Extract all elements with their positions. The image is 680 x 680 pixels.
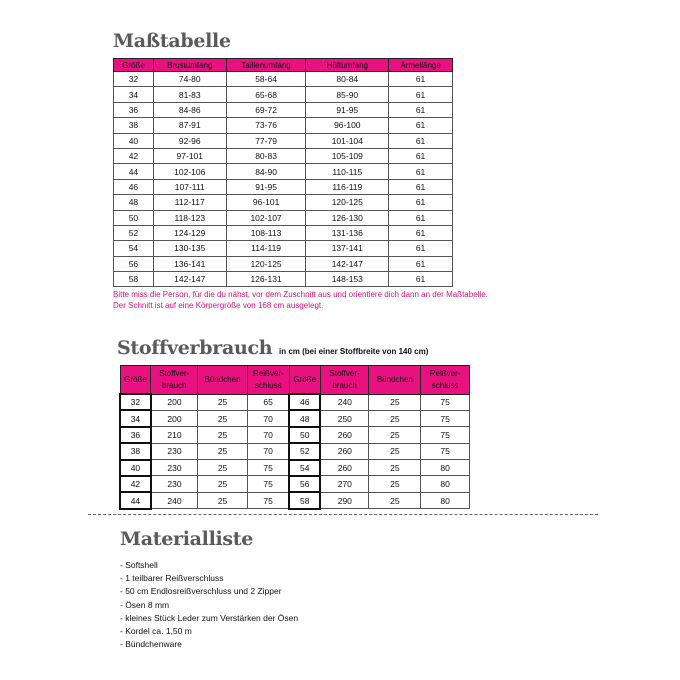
table-row	[114, 241, 453, 256]
table-cell: 25	[198, 460, 248, 476]
table-cell: 42	[114, 148, 154, 163]
size-cell: 50	[289, 427, 320, 443]
table-cell: 25	[369, 394, 421, 410]
size-table-header: Ärmellänge	[389, 59, 453, 72]
fabric-table-header-line: Reißver-	[429, 368, 461, 378]
material-list-title: Materialliste	[120, 528, 254, 550]
fabric-table-header-line: Größe	[293, 374, 317, 384]
fabric-table-header	[198, 366, 248, 395]
fabric-table-header-line: brauch	[162, 380, 187, 390]
table-cell: 25	[369, 460, 421, 476]
list-item: - 50 cm Endlosreißverschluss und 2 Zipper	[120, 586, 282, 597]
list-item: - Bündchenware	[120, 639, 182, 650]
table-cell: 25	[369, 427, 421, 443]
table-cell: 126-131	[226, 272, 306, 287]
size-cell: 58	[289, 492, 320, 508]
table-cell: 126-130	[306, 210, 389, 225]
size-cell: 46	[289, 394, 320, 410]
table-cell: 230	[151, 443, 198, 459]
section-divider	[88, 514, 598, 515]
table-cell: 65-68	[226, 87, 306, 102]
table-cell: 80-84	[306, 72, 389, 87]
table-row	[114, 133, 453, 148]
fabric-table-header-line: Größe	[124, 374, 147, 384]
table-cell: 80	[421, 460, 470, 476]
table-cell: 69-72	[226, 102, 306, 117]
size-cell: 38	[120, 443, 151, 459]
table-cell: 107-111	[153, 179, 226, 194]
table-cell: 108-113	[226, 225, 306, 240]
table-cell: 290	[320, 492, 369, 508]
table-cell: 120-125	[226, 256, 306, 271]
table-cell: 58-64	[226, 72, 306, 87]
table-cell: 61	[389, 272, 453, 287]
fabric-table-header	[289, 366, 320, 395]
table-row	[114, 195, 453, 210]
table-cell: 61	[389, 87, 453, 102]
table-cell: 70	[247, 410, 289, 426]
table-cell: 105-109	[306, 148, 389, 163]
size-cell: 54	[289, 460, 320, 476]
table-cell: 61	[389, 210, 453, 225]
table-row	[120, 460, 470, 476]
table-cell: 75	[247, 476, 289, 492]
table-cell: 136-141	[153, 256, 226, 271]
size-cell: 32	[120, 394, 151, 410]
size-cell: 48	[289, 410, 320, 426]
list-item: - kleines Stück Leder zum Verstärken der Ösen	[120, 612, 299, 623]
table-cell: 44	[114, 164, 154, 179]
fabric-table-header-line: Stoffver-	[329, 368, 360, 378]
size-cell: 56	[289, 476, 320, 492]
table-cell: 87-91	[153, 118, 226, 133]
table-cell: 25	[369, 443, 421, 459]
table-cell: 240	[320, 394, 369, 410]
table-cell: 25	[369, 492, 421, 508]
table-cell: 70	[247, 443, 289, 459]
table-row	[114, 87, 453, 102]
table-cell: 75	[421, 427, 470, 443]
size-table-header: Brustumfang	[153, 59, 226, 72]
fabric-table	[119, 365, 470, 510]
fabric-table-header-row	[120, 366, 470, 395]
table-cell: 96-101	[226, 195, 306, 210]
table-cell: 61	[389, 133, 453, 148]
fabric-table-header	[120, 366, 151, 395]
table-cell: 200	[151, 394, 198, 410]
table-cell: 25	[198, 394, 248, 410]
table-cell: 102-107	[226, 210, 306, 225]
table-row	[114, 210, 453, 225]
table-row	[114, 225, 453, 240]
size-cell: 34	[120, 410, 151, 426]
table-cell: 230	[151, 476, 198, 492]
table-cell: 112-117	[153, 195, 226, 210]
fabric-table-header-line: brauch	[332, 380, 357, 390]
size-cell: 40	[120, 460, 151, 476]
table-row	[120, 492, 470, 508]
table-cell: 84-90	[226, 164, 306, 179]
table-cell: 25	[198, 427, 248, 443]
table-cell: 61	[389, 148, 453, 163]
fabric-table-header-line: schluss	[255, 380, 282, 390]
table-row	[114, 118, 453, 133]
fabric-table-header	[320, 366, 369, 395]
table-cell: 61	[389, 72, 453, 87]
table-row	[120, 443, 470, 459]
fabric-table-header-line: Bündchen	[204, 374, 241, 384]
size-table-title: Maßtabelle	[113, 30, 231, 52]
size-cell: 36	[120, 427, 151, 443]
table-cell: 230	[151, 460, 198, 476]
size-table-header: Hüftumfang	[306, 59, 389, 72]
table-cell: 260	[320, 427, 369, 443]
table-cell: 130-135	[153, 241, 226, 256]
size-table-header-row	[114, 59, 453, 72]
table-cell: 240	[151, 492, 198, 508]
table-cell: 61	[389, 195, 453, 210]
table-cell: 101-104	[306, 133, 389, 148]
table-cell: 80-83	[226, 148, 306, 163]
table-cell: 65	[247, 394, 289, 410]
table-row	[114, 164, 453, 179]
table-row	[114, 72, 453, 87]
table-row	[120, 427, 470, 443]
table-cell: 110-115	[306, 164, 389, 179]
table-cell: 270	[320, 476, 369, 492]
table-cell: 114-119	[226, 241, 306, 256]
table-row	[120, 476, 470, 492]
size-cell: 52	[289, 443, 320, 459]
table-cell: 75	[247, 460, 289, 476]
table-cell: 25	[198, 476, 248, 492]
table-cell: 52	[114, 225, 154, 240]
table-cell: 32	[114, 72, 154, 87]
table-cell: 75	[421, 443, 470, 459]
table-cell: 96-100	[306, 118, 389, 133]
table-cell: 118-123	[153, 210, 226, 225]
table-cell: 46	[114, 179, 154, 194]
table-cell: 73-76	[226, 118, 306, 133]
table-row	[114, 102, 453, 117]
table-cell: 80	[421, 476, 470, 492]
measure-note: Bitte miss die Person, für die du nähst, vor dem Zuschnitt aus und orientiere dich dann an der Maßtabelle.	[113, 290, 488, 299]
table-cell: 84-86	[153, 102, 226, 117]
table-cell: 75	[421, 394, 470, 410]
table-cell: 25	[369, 410, 421, 426]
table-cell: 50	[114, 210, 154, 225]
table-cell: 142-147	[153, 272, 226, 287]
fabric-table-title: Stoffverbrauch	[117, 337, 273, 359]
table-cell: 260	[320, 460, 369, 476]
table-row	[114, 256, 453, 271]
table-cell: 36	[114, 102, 154, 117]
fabric-table-header-line: schluss	[431, 380, 459, 390]
fabric-table-subtitle: in cm (bei einer Stoffbreite von 140 cm)	[279, 347, 429, 356]
table-cell: 58	[114, 272, 154, 287]
table-cell: 92-96	[153, 133, 226, 148]
table-cell: 75	[421, 410, 470, 426]
fabric-table-header	[151, 366, 198, 395]
table-cell: 34	[114, 87, 154, 102]
fabric-table-header-line: Stoffver-	[159, 368, 190, 378]
table-cell: 131-136	[306, 225, 389, 240]
table-cell: 48	[114, 195, 154, 210]
table-cell: 116-119	[306, 179, 389, 194]
table-cell: 85-90	[306, 87, 389, 102]
table-cell: 25	[198, 443, 248, 459]
fabric-table-header	[369, 366, 421, 395]
table-cell: 124-129	[153, 225, 226, 240]
table-cell: 61	[389, 241, 453, 256]
table-row	[114, 148, 453, 163]
list-item: - Ösen 8 mm	[120, 599, 170, 610]
list-item: - 1 teilbarer Reißverschluss	[120, 573, 224, 584]
table-cell: 80	[421, 492, 470, 508]
list-item: - Kordel ca. 1,50 m	[120, 626, 192, 637]
fabric-table-header-line: Bündchen	[376, 374, 413, 384]
table-row	[120, 410, 470, 426]
fabric-table-header	[421, 366, 470, 395]
fabric-table-header	[247, 366, 289, 395]
table-cell: 200	[151, 410, 198, 426]
table-cell: 142-147	[306, 256, 389, 271]
table-cell: 102-106	[153, 164, 226, 179]
table-cell: 260	[320, 443, 369, 459]
table-cell: 56	[114, 256, 154, 271]
table-cell: 97-101	[153, 148, 226, 163]
table-cell: 120-125	[306, 195, 389, 210]
table-cell: 91-95	[226, 179, 306, 194]
size-cell: 42	[120, 476, 151, 492]
table-row	[114, 179, 453, 194]
table-cell: 38	[114, 118, 154, 133]
table-cell: 61	[389, 225, 453, 240]
table-cell: 25	[369, 476, 421, 492]
table-cell: 54	[114, 241, 154, 256]
table-cell: 210	[151, 427, 198, 443]
table-cell: 75	[247, 492, 289, 508]
size-cell: 44	[120, 492, 151, 508]
body-height-note: Der Schnitt ist auf eine Körpergröße von 168 cm ausgelegt.	[113, 301, 324, 310]
table-row	[114, 272, 453, 287]
table-cell: 61	[389, 118, 453, 133]
list-item: - Softshell	[120, 560, 158, 570]
size-table	[113, 58, 453, 287]
size-table-header: Größe	[114, 59, 154, 72]
table-cell: 77-79	[226, 133, 306, 148]
table-cell: 70	[247, 427, 289, 443]
size-table-header: Taillenumfang	[226, 59, 306, 72]
fabric-table-header-line: Reißver-	[253, 368, 284, 378]
table-cell: 250	[320, 410, 369, 426]
table-cell: 74-80	[153, 72, 226, 87]
table-cell: 91-95	[306, 102, 389, 117]
table-cell: 25	[198, 492, 248, 508]
table-cell: 40	[114, 133, 154, 148]
table-cell: 61	[389, 256, 453, 271]
table-cell: 25	[198, 410, 248, 426]
table-cell: 61	[389, 164, 453, 179]
table-cell: 148-153	[306, 272, 389, 287]
table-cell: 61	[389, 179, 453, 194]
material-list	[120, 559, 298, 651]
table-cell: 61	[389, 102, 453, 117]
table-cell: 81-83	[153, 87, 226, 102]
table-cell: 137-141	[306, 241, 389, 256]
table-row	[120, 394, 470, 410]
